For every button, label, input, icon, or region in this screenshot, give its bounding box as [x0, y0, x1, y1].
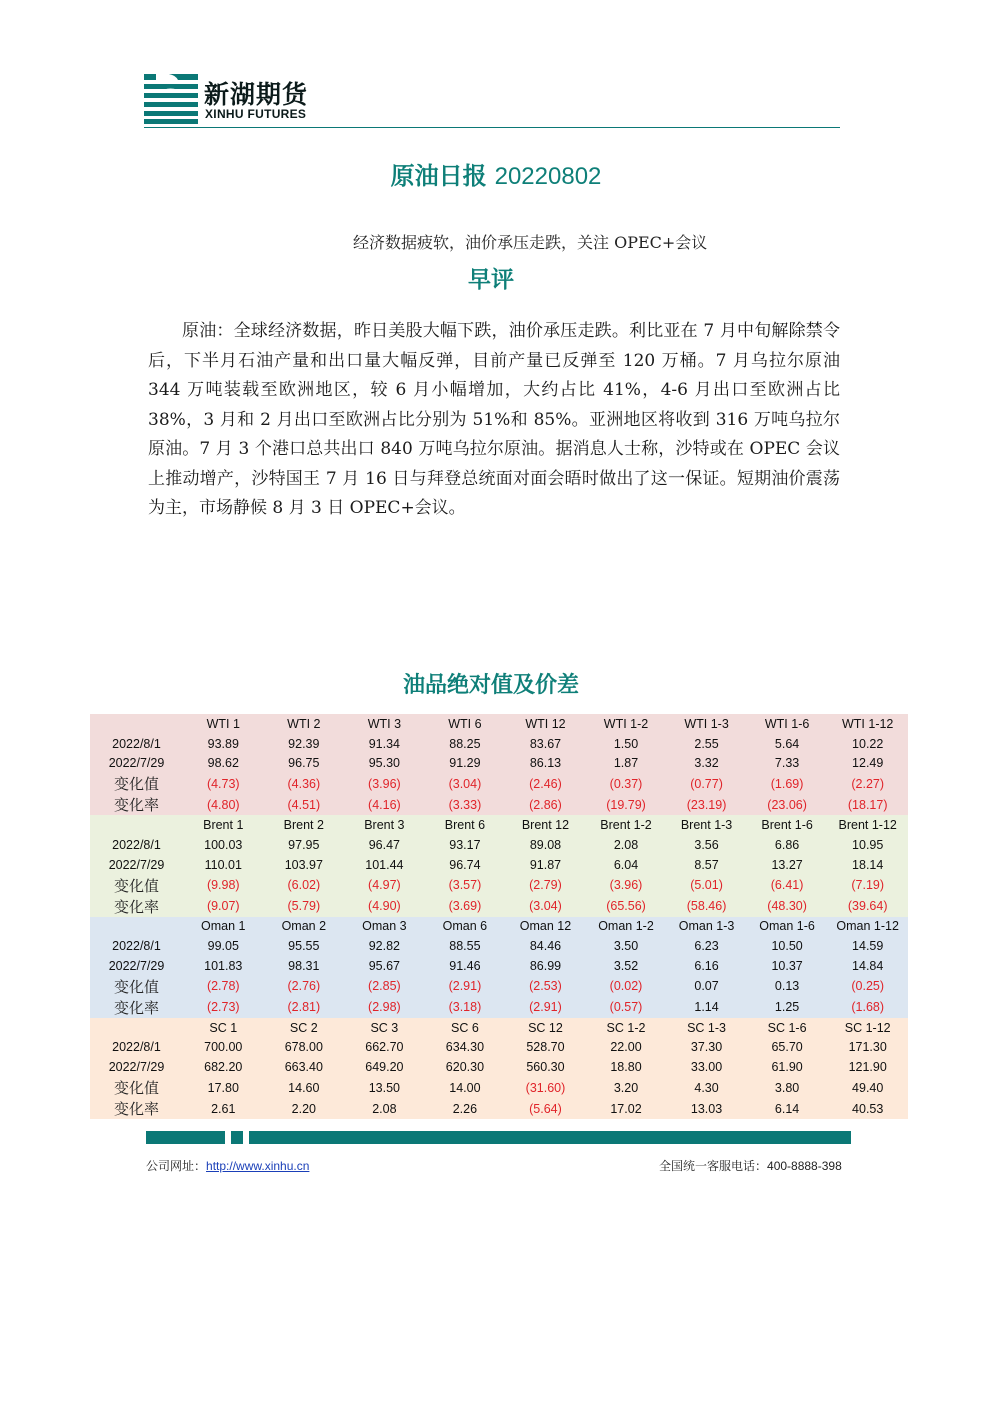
table-cell: 2.20 [264, 1098, 345, 1119]
table-cell: 91.34 [344, 734, 425, 754]
table-header-blank [90, 714, 183, 734]
table-cell: 40.53 [827, 1098, 908, 1119]
table-cell: 95.67 [344, 956, 425, 976]
table-cell: 91.29 [425, 754, 506, 774]
table-cell: (2.91) [505, 997, 586, 1018]
table-cell: 10.37 [747, 956, 828, 976]
table-cell: 678.00 [264, 1038, 345, 1058]
table-cell: 10.95 [827, 835, 908, 855]
table-cell: 6.23 [666, 936, 747, 956]
table-cell: 14.00 [425, 1077, 506, 1098]
table-cell: (2.78) [183, 976, 264, 997]
table-row-label: 2022/7/29 [90, 855, 183, 875]
table-cell: 101.83 [183, 956, 264, 976]
table-cell: (2.85) [344, 976, 425, 997]
table-cell: 61.90 [747, 1057, 828, 1077]
table-cell: 95.30 [344, 754, 425, 774]
table-cell: (4.90) [344, 896, 425, 917]
table-cell: 22.00 [586, 1038, 667, 1058]
report-subtitle: 经济数据疲软，油价承压走跌，关注 OPEC+会议 [353, 233, 708, 252]
table-column-header: Oman 2 [264, 917, 345, 937]
table-cell: 6.14 [747, 1098, 828, 1119]
table-cell: (2.27) [827, 773, 908, 794]
table-cell: 3.50 [586, 936, 667, 956]
table-column-header: Brent 1-12 [827, 815, 908, 835]
table-cell: 634.30 [425, 1038, 506, 1058]
table-column-header: SC 3 [344, 1018, 425, 1038]
table-cell: (19.79) [586, 794, 667, 815]
table-cell: 103.97 [264, 855, 345, 875]
footer-phone [659, 1157, 851, 1174]
xinhu-wave-logo-icon [144, 74, 198, 124]
table-cell: 88.55 [425, 936, 506, 956]
report-date: 20220802 [494, 163, 602, 190]
table-cell: (2.46) [505, 773, 586, 794]
table-column-header: Oman 1 [183, 917, 264, 937]
footer-website-label: 公司网址： [146, 1159, 207, 1173]
table-column-header: WTI 6 [425, 714, 506, 734]
table-row-label: 2022/8/1 [90, 734, 183, 754]
table-row [90, 855, 908, 875]
table-cell: (9.07) [183, 896, 264, 917]
report-title [0, 156, 992, 191]
table-cell: (2.53) [505, 976, 586, 997]
table-cell: 33.00 [666, 1057, 747, 1077]
table-cell: 100.03 [183, 835, 264, 855]
table-cell: 662.70 [344, 1038, 425, 1058]
table-cell: 6.04 [586, 855, 667, 875]
table-row [90, 1077, 908, 1098]
footer-bar-right [249, 1131, 851, 1144]
company-logo [144, 72, 344, 124]
table-cell: (2.76) [264, 976, 345, 997]
table-cell: (2.81) [264, 997, 345, 1018]
table-column-header: SC 1-2 [586, 1018, 667, 1038]
table-column-header: Oman 6 [425, 917, 506, 937]
table-column-header: Oman 1-6 [747, 917, 828, 937]
table-cell: (9.98) [183, 875, 264, 896]
table-column-header: WTI 1-2 [586, 714, 667, 734]
table-column-header: WTI 2 [264, 714, 345, 734]
table-title: 油品绝对值及价差 [402, 672, 579, 698]
table-cell: (3.69) [425, 896, 506, 917]
table-column-header: Oman 1-12 [827, 917, 908, 937]
table-cell: 171.30 [827, 1038, 908, 1058]
table-column-header: Brent 1-2 [586, 815, 667, 835]
table-row [90, 773, 908, 794]
table-cell: 92.82 [344, 936, 425, 956]
footer-website-link[interactable]: http://www.xinhu.cn [206, 1159, 310, 1173]
table-cell: 560.30 [505, 1057, 586, 1077]
table-column-header: WTI 1-6 [747, 714, 828, 734]
table-cell: 84.46 [505, 936, 586, 956]
table-cell: 528.70 [505, 1038, 586, 1058]
table-column-header: Brent 1-3 [666, 815, 747, 835]
table-column-header: WTI 3 [344, 714, 425, 734]
table-cell: 3.56 [666, 835, 747, 855]
table-cell: 14.60 [264, 1077, 345, 1098]
table-header-blank [90, 917, 183, 937]
table-cell: 110.01 [183, 855, 264, 875]
table-cell: 93.17 [425, 835, 506, 855]
table-cell: 5.64 [747, 734, 828, 754]
table-row [90, 997, 908, 1018]
table-cell: 86.99 [505, 956, 586, 976]
table-cell: (3.04) [425, 773, 506, 794]
footer-phone-number: 400-8888-398 [767, 1159, 842, 1173]
table-cell: (65.56) [586, 896, 667, 917]
table-cell: 121.90 [827, 1057, 908, 1077]
table-cell: (23.19) [666, 794, 747, 815]
table-cell: 18.14 [827, 855, 908, 875]
footer-phone-label: 全国统一客服电话： [659, 1159, 768, 1173]
footer-bar-left [146, 1131, 225, 1144]
table-cell: 96.75 [264, 754, 345, 774]
table-cell: 1.87 [586, 754, 667, 774]
table-row [90, 1098, 908, 1119]
table-cell: 6.86 [747, 835, 828, 855]
table-cell: (0.02) [586, 976, 667, 997]
table-cell: (6.02) [264, 875, 345, 896]
table-cell: (58.46) [666, 896, 747, 917]
table-column-header: SC 2 [264, 1018, 345, 1038]
table-header-row-wti [90, 714, 908, 734]
table-column-header: SC 1-6 [747, 1018, 828, 1038]
table-cell: 18.80 [586, 1057, 667, 1077]
table-cell: 95.55 [264, 936, 345, 956]
table-cell: 96.74 [425, 855, 506, 875]
table-row-label: 变化值 [90, 773, 183, 794]
table-cell: (2.98) [344, 997, 425, 1018]
table-row [90, 734, 908, 754]
table-cell: (39.64) [827, 896, 908, 917]
table-cell: (3.33) [425, 794, 506, 815]
table-cell: (31.60) [505, 1077, 586, 1098]
table-column-header: SC 6 [425, 1018, 506, 1038]
table-header-row-oman [90, 917, 908, 937]
table-row [90, 896, 908, 917]
table-cell: (7.19) [827, 875, 908, 896]
table-cell: 83.67 [505, 734, 586, 754]
table-cell: 620.30 [425, 1057, 506, 1077]
table-cell: (2.79) [505, 875, 586, 896]
table-cell: 700.00 [183, 1038, 264, 1058]
table-cell: 99.05 [183, 936, 264, 956]
table-cell: (18.17) [827, 794, 908, 815]
table-row-label: 变化值 [90, 875, 183, 896]
table-cell: (4.51) [264, 794, 345, 815]
table-cell: 12.49 [827, 754, 908, 774]
table-row [90, 835, 908, 855]
table-row-label: 变化率 [90, 896, 183, 917]
table-cell: 65.70 [747, 1038, 828, 1058]
table-cell: 91.87 [505, 855, 586, 875]
table-header-blank [90, 815, 183, 835]
table-cell: (3.96) [344, 773, 425, 794]
table-row-label: 2022/8/1 [90, 1038, 183, 1058]
table-column-header: SC 1-12 [827, 1018, 908, 1038]
table-cell: (4.36) [264, 773, 345, 794]
table-header-row-sc [90, 1018, 908, 1038]
table-cell: 96.47 [344, 835, 425, 855]
table-cell: (2.86) [505, 794, 586, 815]
table-column-header: Brent 3 [344, 815, 425, 835]
table-cell: 98.62 [183, 754, 264, 774]
table-row-label: 2022/7/29 [90, 1057, 183, 1077]
table-cell: (3.96) [586, 875, 667, 896]
table-cell: 8.57 [666, 855, 747, 875]
table-row-label: 变化率 [90, 997, 183, 1018]
table-column-header: WTI 1 [183, 714, 264, 734]
table-row-label: 变化值 [90, 976, 183, 997]
table-cell: 2.08 [586, 835, 667, 855]
table-row [90, 875, 908, 896]
table-header-row-brent [90, 815, 908, 835]
table-cell: (0.37) [586, 773, 667, 794]
table-cell: 10.50 [747, 936, 828, 956]
table-cell: (1.69) [747, 773, 828, 794]
table-cell: 97.95 [264, 835, 345, 855]
table-column-header: Brent 1-6 [747, 815, 828, 835]
table-cell: (5.01) [666, 875, 747, 896]
table-cell: 37.30 [666, 1038, 747, 1058]
table-row [90, 754, 908, 774]
table-cell: 2.61 [183, 1098, 264, 1119]
table-cell: 0.13 [747, 976, 828, 997]
table-row [90, 936, 908, 956]
table-cell: 14.59 [827, 936, 908, 956]
table-cell: 88.25 [425, 734, 506, 754]
table-cell: 91.46 [425, 956, 506, 976]
table-column-header: WTI 1-3 [666, 714, 747, 734]
table-cell: 89.08 [505, 835, 586, 855]
table-column-header: WTI 12 [505, 714, 586, 734]
table-cell: 7.33 [747, 754, 828, 774]
table-row-label: 2022/8/1 [90, 936, 183, 956]
table-cell: 101.44 [344, 855, 425, 875]
logo-text-cn: 新湖期货 [204, 80, 309, 109]
table-cell: (0.57) [586, 997, 667, 1018]
table-cell: 3.52 [586, 956, 667, 976]
table-cell: (1.68) [827, 997, 908, 1018]
table-column-header: Brent 2 [264, 815, 345, 835]
table-row-label: 2022/7/29 [90, 754, 183, 774]
footer-bar-mid [231, 1131, 243, 1144]
table-cell: (5.64) [505, 1098, 586, 1119]
table-column-header: Brent 12 [505, 815, 586, 835]
table-cell: 92.39 [264, 734, 345, 754]
table-cell: 3.80 [747, 1077, 828, 1098]
table-cell: (4.97) [344, 875, 425, 896]
table-column-header: SC 1 [183, 1018, 264, 1038]
table-column-header: SC 1-3 [666, 1018, 747, 1038]
table-cell: (4.73) [183, 773, 264, 794]
table-row-label: 变化值 [90, 1077, 183, 1098]
table-cell: 98.31 [264, 956, 345, 976]
table-cell: (2.91) [425, 976, 506, 997]
table-cell: 1.14 [666, 997, 747, 1018]
table-cell: 0.07 [666, 976, 747, 997]
table-cell: 17.80 [183, 1077, 264, 1098]
table-column-header: SC 12 [505, 1018, 586, 1038]
table-cell: (48.30) [747, 896, 828, 917]
table-cell: (5.79) [264, 896, 345, 917]
table-cell: (2.73) [183, 997, 264, 1018]
table-cell: (4.16) [344, 794, 425, 815]
table-cell: 3.32 [666, 754, 747, 774]
table-cell: 13.03 [666, 1098, 747, 1119]
table-cell: (23.06) [747, 794, 828, 815]
table-cell: (0.25) [827, 976, 908, 997]
table-cell: 86.13 [505, 754, 586, 774]
table-cell: 1.50 [586, 734, 667, 754]
morning-comment-paragraph: 原油：全球经济数据，昨日美股大幅下跌，油价承压走跌。利比亚在 7 月中旬解除禁令后，下半月石油产量和出口量大幅反弹，目前产量已反弹至 120 万桶。7 月乌拉尔原油 344 万吨装载至欧洲地区，较 6 月小幅增加，大约占比 41%，4-6 月出口至欧洲占比 38%，3 月和 2 月出口至欧洲占比分别为 51%和 85%。亚洲地区将收到 316 万吨乌拉尔原油。7 月 3 个港口总共出口 840 万吨乌拉尔原油。据消息人士称，沙特或在 OPEC 会议上推动增产，沙特国王 7 月 16 日与拜登总统面对面会晤时做出了这一保证。短期油价震荡为主，市场静候 8 月 3 日 OPEC+会议。 [148, 321, 840, 518]
table-column-header: Oman 3 [344, 917, 425, 937]
table-row [90, 794, 908, 815]
header-divider [144, 127, 840, 128]
table-column-header: WTI 1-12 [827, 714, 908, 734]
table-cell: 93.89 [183, 734, 264, 754]
table-row [90, 1057, 908, 1077]
table-cell: 1.25 [747, 997, 828, 1018]
oil-price-table [90, 714, 908, 1119]
table-row-label: 2022/8/1 [90, 835, 183, 855]
table-row [90, 976, 908, 997]
table-column-header: Oman 1-3 [666, 917, 747, 937]
table-cell: (3.04) [505, 896, 586, 917]
section-morning-title: 早评 [468, 266, 514, 293]
table-cell: 2.08 [344, 1098, 425, 1119]
table-cell: 13.27 [747, 855, 828, 875]
table-row-label: 变化率 [90, 794, 183, 815]
logo-text-en: XINHU FUTURES [205, 107, 307, 121]
table-cell: (6.41) [747, 875, 828, 896]
table-column-header: Brent 6 [425, 815, 506, 835]
table-cell: 6.16 [666, 956, 747, 976]
table-cell: 2.26 [425, 1098, 506, 1119]
table-column-header: Oman 12 [505, 917, 586, 937]
table-cell: 10.22 [827, 734, 908, 754]
table-cell: 13.50 [344, 1077, 425, 1098]
table-cell: 649.20 [344, 1057, 425, 1077]
table-cell: (3.18) [425, 997, 506, 1018]
table-cell: 2.55 [666, 734, 747, 754]
table-cell: 3.20 [586, 1077, 667, 1098]
table-cell: 17.02 [586, 1098, 667, 1119]
table-row [90, 1038, 908, 1058]
footer-website [146, 1157, 309, 1174]
table-cell: 49.40 [827, 1077, 908, 1098]
table-cell: (0.77) [666, 773, 747, 794]
report-title-text: 原油日报 [390, 161, 487, 190]
table-cell: 14.84 [827, 956, 908, 976]
table-cell: 682.20 [183, 1057, 264, 1077]
table-cell: 663.40 [264, 1057, 345, 1077]
table-row-label: 2022/7/29 [90, 956, 183, 976]
table-row-label: 变化率 [90, 1098, 183, 1119]
table-column-header: Oman 1-2 [586, 917, 667, 937]
table-cell: (4.80) [183, 794, 264, 815]
table-column-header: Brent 1 [183, 815, 264, 835]
table-header-blank [90, 1018, 183, 1038]
table-cell: (3.57) [425, 875, 506, 896]
table-cell: 4.30 [666, 1077, 747, 1098]
table-row [90, 956, 908, 976]
